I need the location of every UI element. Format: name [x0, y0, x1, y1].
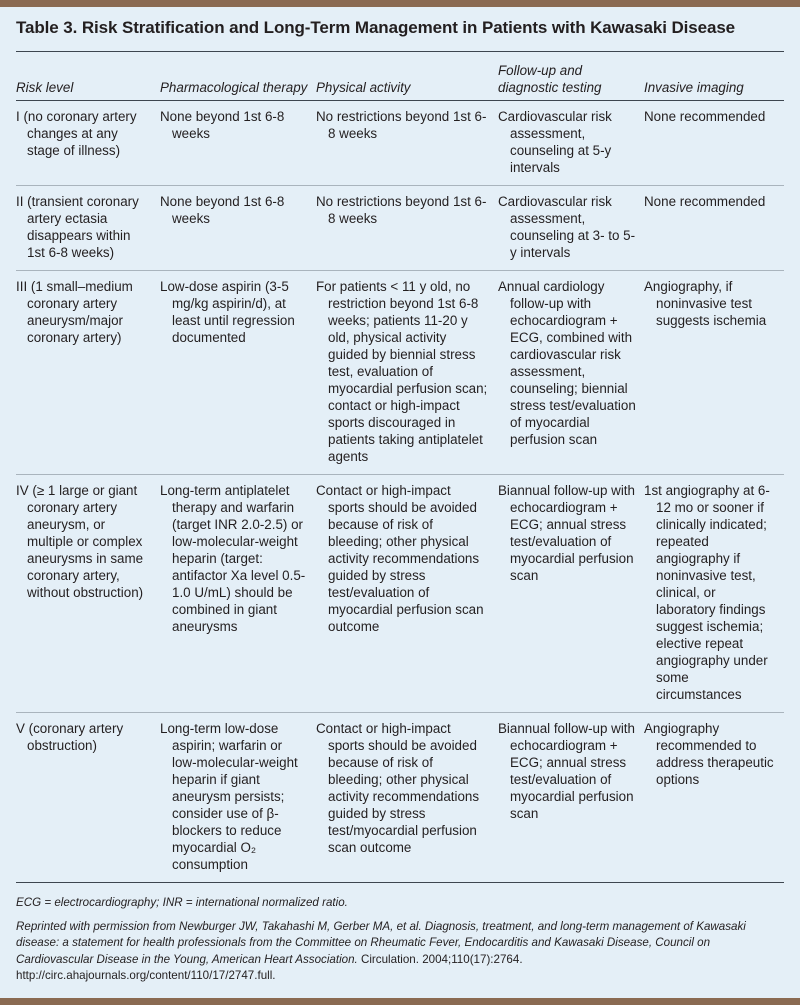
- cell-text: III (1 small–medium coronary artery aneurysm/major coronary artery): [16, 279, 133, 345]
- cell-risk-level: [16, 271, 160, 475]
- cell-text: Biannual follow-up with echocardiogram + ECG; annual stress test/evaluation of myocardial perfusion scan: [498, 721, 635, 821]
- table-title: Table 3. Risk Stratification and Long-Term Management in Patients with Kawasaki Disease: [16, 18, 736, 37]
- cell-follow-up: [498, 101, 644, 186]
- citation: [16, 919, 784, 985]
- cell-text: Long-term antiplatelet therapy and warfarin (target INR 2.0-2.5) or low-molecular-weight heparin (target: antifactor Xa level 0.5-1.0 U/mL) should be combined in giant aneurysms: [160, 483, 306, 634]
- cell-text: 1st angiography at 6-12 mo or sooner if clinically indicated; repeated angiography if noninvasive test, clinical, or laboratory findings suggest ischemia; elective repeat angiography under some circumstances: [644, 483, 770, 702]
- cell-text: I (no coronary artery changes at any stage of illness): [16, 109, 137, 158]
- risk-table: [16, 51, 784, 883]
- cell-text: Cardiovascular risk assessment, counseling at 3- to 5-y intervals: [498, 194, 636, 260]
- cell-text: Contact or high-impact sports should be avoided because of risk of bleeding; other physical activity recommendations guided by stress test/myocardial perfusion scan outcome: [316, 721, 480, 855]
- header-physical-activity: Physical activity: [316, 80, 411, 95]
- cell-follow-up: [498, 186, 644, 271]
- cell-text: No restrictions beyond 1st 6-8 weeks: [316, 109, 487, 141]
- table-row: [16, 475, 784, 713]
- cell-invasive-imaging: [644, 186, 784, 271]
- cell-invasive-imaging: [644, 713, 784, 883]
- cell-text: Contact or high-impact sports should be avoided because of risk of bleeding; other physical activity recommendations guided by stress test/evaluation of myocardial perfusion scan outcome: [316, 483, 484, 634]
- cell-text: Low-dose aspirin (3-5 mg/kg aspirin/d), at least until regression documented: [160, 279, 295, 345]
- header-pharmacological-therapy: Pharmacological therapy: [160, 80, 308, 95]
- citation-journal: Circulation. 2004;110(17):2764. http://circ.ahajournals.org/content/110/17/2747.full.: [16, 952, 523, 982]
- cell-physical-activity: [316, 475, 498, 713]
- table-header-row: [16, 52, 784, 101]
- cell-pharmacological-therapy: [160, 271, 316, 475]
- table-row: [16, 713, 784, 883]
- cell-text: None beyond 1st 6-8 weeks: [160, 194, 285, 226]
- header-follow-up: Follow-up and diagnostic testing: [498, 63, 602, 95]
- cell-risk-level: [16, 186, 160, 271]
- bottom-accent-bar: [0, 998, 800, 1005]
- cell-physical-activity: [316, 713, 498, 883]
- cell-follow-up: [498, 713, 644, 883]
- cell-text: Annual cardiology follow-up with echocardiogram + ECG, combined with cardiovascular risk assessment, counseling; biennial stress test/evaluation of myocardial perfusion scan: [498, 279, 636, 447]
- cell-text: No restrictions beyond 1st 6-8 weeks: [316, 194, 487, 226]
- cell-text: II (transient coronary artery ectasia disappears within 1st 6-8 weeks): [16, 194, 139, 260]
- cell-pharmacological-therapy: [160, 101, 316, 186]
- cell-follow-up: [498, 475, 644, 713]
- cell-text: Angiography, if noninvasive test suggests ischemia: [644, 279, 767, 328]
- cell-pharmacological-therapy: [160, 713, 316, 883]
- header-risk-level: Risk level: [16, 80, 74, 95]
- table-row: [16, 271, 784, 475]
- table-notes: [16, 895, 784, 985]
- cell-physical-activity: [316, 186, 498, 271]
- top-accent-bar: [0, 0, 800, 7]
- cell-pharmacological-therapy: [160, 475, 316, 713]
- cell-text: Long-term low-dose aspirin; warfarin or low-molecular-weight heparin if giant aneurysm persists; consider use of β-blockers to reduce myocardial O₂ consumption: [160, 721, 298, 872]
- cell-text: IV (≥ 1 large or giant coronary artery aneurysm, or multiple or complex aneurysms in same coronary artery, without obstruction): [16, 483, 144, 600]
- cell-text: For patients < 11 y old, no restriction beyond 1st 6-8 weeks; patients 11-20 y old, physical activity guided by biennial stress test, evaluation of myocardial perfusion scan; contact or high-impact sports discouraged in patients taking antiplatelet agents: [316, 279, 488, 464]
- table-row: [16, 101, 784, 186]
- table-row: [16, 186, 784, 271]
- cell-risk-level: [16, 713, 160, 883]
- header-invasive-imaging: Invasive imaging: [644, 80, 744, 95]
- cell-pharmacological-therapy: [160, 186, 316, 271]
- content: [0, 7, 800, 998]
- cell-text: Angiography recommended to address therapeutic options: [644, 721, 774, 787]
- cell-text: None recommended: [644, 194, 766, 209]
- cell-invasive-imaging: [644, 271, 784, 475]
- cell-invasive-imaging: [644, 101, 784, 186]
- cell-text: Cardiovascular risk assessment, counseling at 5-y intervals: [498, 109, 612, 175]
- cell-text: None beyond 1st 6-8 weeks: [160, 109, 285, 141]
- citation-text: Reprinted with permission from Newburger JW, Takahashi M, Gerber MA, et al. Diagnosis, treatment, and long-term management of Kawasaki disease: a statement for health professionals from the Committee on Rheumatic Fever, Endocarditis and Kawasaki Disease, Council on Cardiovascular Disease in the Young, American Heart Association.: [16, 919, 746, 966]
- cell-physical-activity: [316, 101, 498, 186]
- cell-physical-activity: [316, 271, 498, 475]
- cell-follow-up: [498, 271, 644, 475]
- abbreviation-footnote: ECG = electrocardiography; INR = international normalized ratio.: [16, 896, 348, 909]
- cell-text: V (coronary artery obstruction): [16, 721, 124, 753]
- cell-risk-level: [16, 101, 160, 186]
- cell-risk-level: [16, 475, 160, 713]
- cell-invasive-imaging: [644, 475, 784, 713]
- cell-text: None recommended: [644, 109, 766, 124]
- cell-text: Biannual follow-up with echocardiogram + ECG; annual stress test/evaluation of myocardial perfusion scan: [498, 483, 635, 583]
